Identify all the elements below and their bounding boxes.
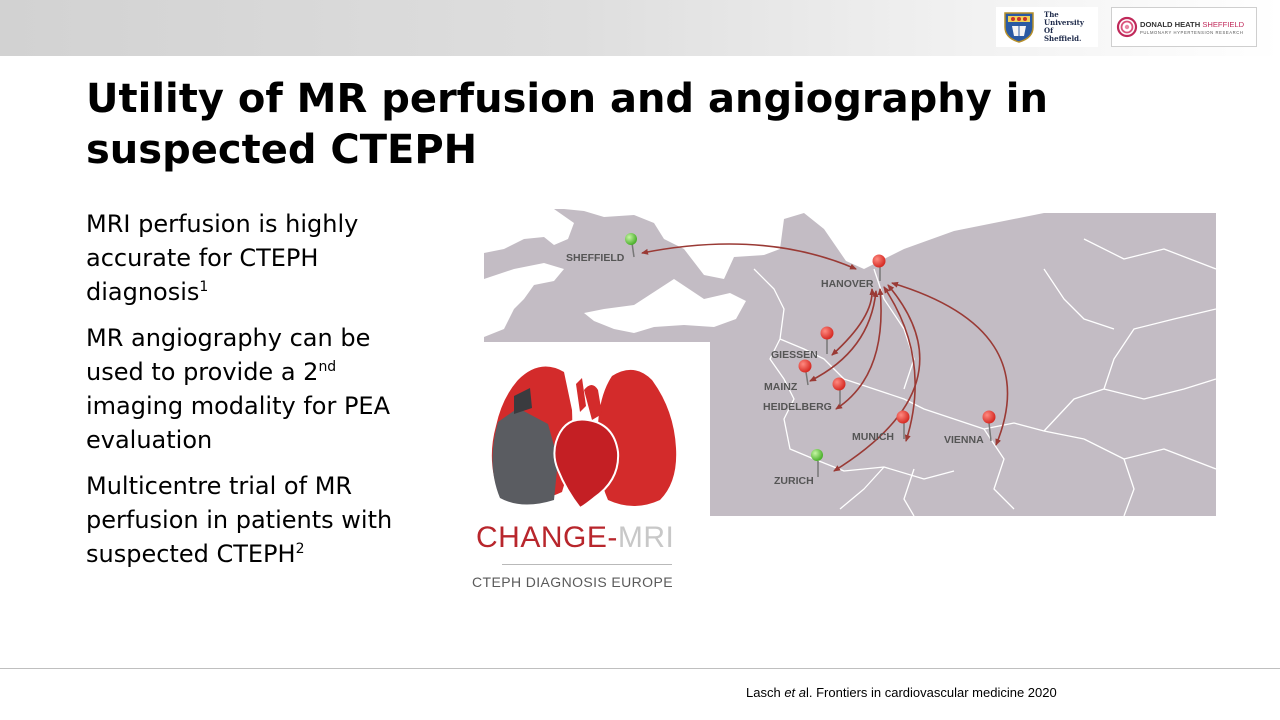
bullet-item: MRI perfusion is highly accurate for CTEPH diagnosis$^1$ xyxy=(86,210,359,306)
university-of-sheffield-logo xyxy=(996,7,1098,47)
study-tagline: CTEPH DIAGNOSIS EUROPE xyxy=(472,574,673,590)
city-label-giessen: GIESSEN xyxy=(771,349,818,361)
study-brand: CHANGE-MRI xyxy=(476,521,675,554)
city-label-hanover: HANOVER xyxy=(821,278,874,290)
citation: Lasch et al. Frontiers in cardiovascular medicine 2020 xyxy=(746,685,1057,700)
slide-title: Utility of MR perfusion and angiography in suspected CTEPH xyxy=(86,76,1048,173)
brand-divider xyxy=(502,564,672,565)
city-label-zurich: ZURICH xyxy=(774,475,814,487)
lungs-heart-icon xyxy=(488,350,688,515)
crest-icon xyxy=(1002,10,1036,44)
donald-heath-sheffield-logo xyxy=(1111,7,1257,47)
city-label-vienna: VIENNA xyxy=(944,434,984,446)
city-label-munich: MUNICH xyxy=(852,431,894,443)
swirl-icon xyxy=(1116,15,1138,39)
bullet-list xyxy=(86,207,416,583)
bullet-item: Multicentre trial of MR perfusion in patients with suspected CTEPH$^2$ xyxy=(86,472,393,568)
dhs-logo-name: DONALD HEATH SHEFFIELD xyxy=(1140,19,1245,29)
city-label-mainz: MAINZ xyxy=(764,381,798,393)
change-mri-logo xyxy=(472,342,710,614)
city-label-sheffield: SHEFFIELD xyxy=(566,252,625,264)
university-logo-text: The University Of Sheffield. xyxy=(1044,10,1084,43)
dhs-logo-subtitle: PULMONARY HYPERTENSION RESEARCH xyxy=(1140,29,1244,35)
footer-divider xyxy=(0,668,1280,669)
bullet-item: MR angiography can be used to provide a 2nd imaging modality for PEA evaluation xyxy=(86,324,390,454)
city-label-heidelberg: HEIDELBERG xyxy=(763,401,832,413)
